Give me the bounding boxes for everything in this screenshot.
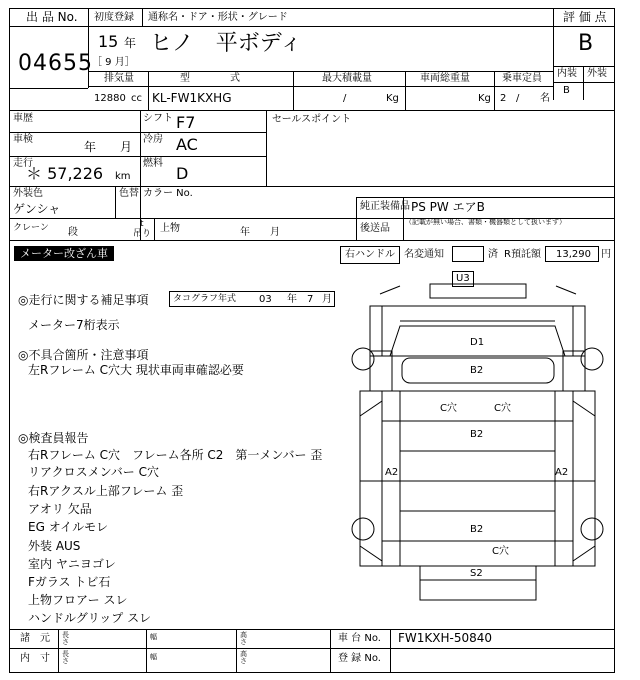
divider xyxy=(553,8,554,100)
divider xyxy=(9,132,266,133)
lot-number: 04655 xyxy=(18,51,93,76)
interior-grade: B xyxy=(563,85,570,96)
fuel-value: D xyxy=(176,164,189,183)
inspector-line: EG オイルモレ xyxy=(28,520,109,534)
label-c-right: C穴 xyxy=(494,403,511,414)
inspector-line: 室内 ヤニヨゴレ xyxy=(28,557,116,571)
name-change-label: 名変通知 xyxy=(404,249,444,260)
divider xyxy=(88,86,553,87)
divider xyxy=(9,26,553,27)
divider xyxy=(494,71,495,110)
label-c-left: C穴 xyxy=(440,403,457,414)
inspector-line: 上物フロアー スレ xyxy=(28,593,128,607)
name-label: 通称名・ドア・形状・グレード xyxy=(148,12,288,23)
inspector-line: リアクロスメンバー C穴 xyxy=(28,465,159,479)
driving-title: ◎走行に関する補足事項 xyxy=(18,293,149,307)
crane-steps: 段 xyxy=(68,227,78,238)
type-label: 型 式 xyxy=(180,73,240,84)
divider xyxy=(293,71,294,110)
divider xyxy=(142,8,143,26)
label-u3: U3 xyxy=(452,271,474,287)
divider xyxy=(9,88,88,89)
label-a2-left: A2 xyxy=(385,467,399,478)
divider xyxy=(88,71,553,72)
interior-label: 内装 xyxy=(557,68,577,79)
recycle-fee-label: R預託額 xyxy=(504,249,541,260)
recycle-unit: 円 xyxy=(601,249,611,260)
divider xyxy=(405,71,406,110)
divider xyxy=(266,110,267,186)
inspector-title: ◎検査員報告 xyxy=(18,431,89,445)
upper-label: 上物 xyxy=(160,223,180,234)
year-unit: 年 xyxy=(124,36,137,50)
color-num-label: カラー No. xyxy=(143,188,193,199)
capacity-sep: / xyxy=(516,93,520,104)
gross-weight-unit: Kg xyxy=(478,93,491,104)
mileage-unit: km xyxy=(115,171,131,182)
label-b2-top: B2 xyxy=(470,365,484,376)
divider xyxy=(154,218,155,240)
label-c-low: C穴 xyxy=(492,546,509,557)
divider xyxy=(390,629,391,673)
label-d1: D1 xyxy=(470,337,485,348)
capacity-unit: 名 xyxy=(540,93,550,104)
right-handle-box: 右ハンドル xyxy=(340,246,400,264)
crane-hanging: 吊り xyxy=(133,229,152,239)
history-label: 車歴 xyxy=(13,113,33,124)
tacho-month-unit: 月 xyxy=(322,294,332,305)
chassis-value: FW1KXH-50840 xyxy=(398,631,493,645)
inspector-line: Fガラス トビ石 xyxy=(28,575,111,589)
meter-tampered-badge: メーター改ざん車 xyxy=(14,246,114,261)
first-reg-year: 15 xyxy=(98,32,119,51)
divider xyxy=(115,186,116,218)
shift-value: F7 xyxy=(176,113,196,132)
inspection-label: 車検 xyxy=(13,134,33,145)
aftermarket-label: 後送品 xyxy=(360,223,390,234)
divider xyxy=(236,629,237,673)
divider xyxy=(330,629,331,673)
displacement-label: 排気量 xyxy=(104,73,134,84)
label-s2: S2 xyxy=(470,568,483,579)
sales-point-label: セールスポイント xyxy=(272,114,352,125)
width-label: 幅 xyxy=(150,633,157,641)
inspector-line: アオリ 欠品 xyxy=(28,502,92,516)
crane-ton: t xyxy=(140,219,144,229)
lot-label: 出 品 No. xyxy=(26,10,78,24)
inspection-value: 年 月 xyxy=(84,140,133,154)
aftermarket-note: （記載が無い場合、書類・機器類として扱います） xyxy=(405,218,566,226)
defect-title: ◎不具合箇所・注意事項 xyxy=(18,348,149,362)
grade-label: 評 価 点 xyxy=(563,10,607,24)
divider xyxy=(9,648,615,649)
divider xyxy=(356,197,615,198)
model-code: KL-FW1KXHG xyxy=(152,91,232,105)
max-load-unit: Kg xyxy=(386,93,399,104)
divider xyxy=(553,26,615,27)
displacement-value: 12880 xyxy=(94,93,126,104)
divider xyxy=(146,629,147,673)
capacity-label: 乗車定員 xyxy=(502,73,542,84)
label-b2-low: B2 xyxy=(470,524,484,535)
recycle-fee-value: 13,290 xyxy=(556,249,591,260)
color-label: 外装色 xyxy=(13,188,43,199)
tacho-label: タコグラフ年式 xyxy=(173,294,237,304)
footer-specs-label: 諸 元 xyxy=(20,633,50,644)
capacity-value: 2 xyxy=(500,93,507,104)
shift-label: シフト xyxy=(143,113,173,124)
max-load-label: 最大積載量 xyxy=(322,73,372,84)
crane-label: クレーン xyxy=(13,223,49,233)
height-label: 高さ xyxy=(240,650,247,665)
label-b2-mid: B2 xyxy=(470,429,484,440)
divider xyxy=(88,8,89,88)
grade-value: B xyxy=(578,31,594,56)
length-label: 長さ xyxy=(62,650,69,665)
tacho-month: 7 xyxy=(307,294,314,305)
color-value: ゲンシャ xyxy=(13,202,61,216)
divider xyxy=(266,110,615,111)
mileage-label: 走行 xyxy=(13,158,33,169)
fuel-label: 燃料 xyxy=(143,158,163,169)
divider xyxy=(266,186,615,187)
height-label: 高さ xyxy=(240,631,247,646)
divider xyxy=(553,66,615,67)
inspector-line: 右Rフレーム C穴 フレーム各所 C2 第一メンバー 歪 xyxy=(28,448,323,462)
first-reg-label: 初度登録 xyxy=(94,12,134,23)
divider xyxy=(148,71,149,110)
divider xyxy=(583,66,584,100)
color-no-label: 色替 xyxy=(119,188,139,199)
displacement-unit: cc xyxy=(131,93,142,104)
ac-value: AC xyxy=(176,135,198,154)
recycle-label: 済 xyxy=(488,249,498,260)
model-name: ヒノ 平ボディ xyxy=(150,31,303,56)
driving-note: メーター7桁表示 xyxy=(28,318,120,332)
inspector-line: 外装 AUS xyxy=(28,539,81,553)
inspector-line: ハンドルグリップ スレ xyxy=(28,611,152,625)
equipment-value: PS PW エアB xyxy=(411,200,485,214)
exterior-label: 外装 xyxy=(587,68,607,79)
divider xyxy=(9,629,615,630)
max-load-value: / xyxy=(343,93,347,104)
first-reg-month: ［ 9 月］ xyxy=(92,57,135,68)
inspector-line: 右Rアクスル上部フレーム 歪 xyxy=(28,484,184,498)
divider xyxy=(356,197,357,240)
ac-label: 冷房 xyxy=(143,134,163,145)
chassis-label: 車 台 No. xyxy=(338,633,381,644)
defect-note: 左Rフレーム C穴大 現状車両車確認必要 xyxy=(28,363,244,377)
divider xyxy=(553,82,615,83)
label-a2-right: A2 xyxy=(555,467,569,478)
divider xyxy=(9,186,266,187)
tacho-year: 03 xyxy=(259,294,272,305)
name-change-box xyxy=(452,246,484,262)
equipment-label: 純正装備品 xyxy=(360,201,410,212)
tacho-year-unit: 年 xyxy=(287,294,297,305)
footer-interior-label: 内 寸 xyxy=(20,653,50,664)
length-label: 長さ xyxy=(62,631,69,646)
divider xyxy=(58,629,59,673)
divider xyxy=(9,156,266,157)
mileage-value: ＊ 57,226 xyxy=(26,164,104,183)
upper-value: 年 月 xyxy=(240,227,280,238)
reg-label: 登 録 No. xyxy=(338,653,381,664)
divider xyxy=(9,240,615,241)
gross-weight-label: 車両総重量 xyxy=(420,73,470,84)
width-label: 幅 xyxy=(150,653,157,661)
